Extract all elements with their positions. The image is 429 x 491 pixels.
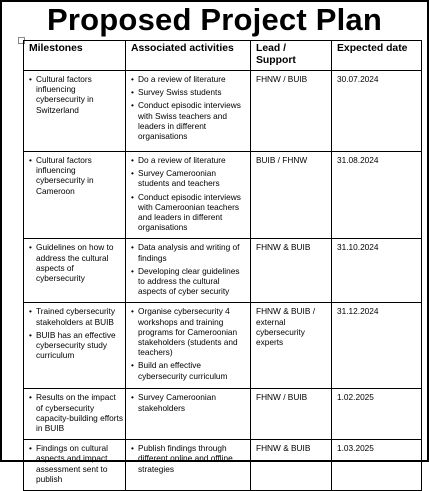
activity-item: • Conduct episodic interviews with Cameroonian teachers and leaders in different organisations bbox=[131, 192, 248, 233]
expected-date-cell: 31.10.2024 bbox=[332, 239, 422, 303]
milestones-cell bbox=[24, 303, 126, 389]
activity-item: • Survey Cameroonian stakeholders bbox=[131, 392, 248, 412]
header-activities: Associated activities bbox=[126, 41, 251, 71]
activity-item: • Organise cybersecurity 4 workshops and training programs for Cameroonian stakeholders (students and teachers) bbox=[131, 306, 248, 357]
milestone-item: • Findings on cultural aspects and impact assessment sent to publish bbox=[29, 443, 123, 484]
table-row bbox=[24, 152, 422, 239]
header-lead-support: Lead / Support bbox=[251, 41, 332, 71]
activity-item: • Publish findings through different online and offline strategies bbox=[131, 443, 248, 474]
table-row bbox=[24, 303, 422, 389]
activity-item: • Do a review of literature bbox=[131, 155, 248, 165]
page-title: Proposed Project Plan bbox=[47, 2, 382, 37]
header-milestones: Milestones bbox=[24, 41, 126, 71]
milestones-cell bbox=[24, 389, 126, 440]
expected-date-cell: 31.08.2024 bbox=[332, 152, 422, 239]
activity-item: • Survey Swiss students bbox=[131, 87, 248, 97]
lead-support-cell: FHNW & BUIB / external cybersecurity experts bbox=[251, 303, 332, 389]
activities-cell bbox=[126, 152, 251, 239]
table-row bbox=[24, 440, 422, 491]
milestones-cell bbox=[24, 440, 126, 491]
activities-cell bbox=[126, 389, 251, 440]
activity-item: • Survey Cameroonian students and teachers bbox=[131, 168, 248, 188]
milestone-item: • BUIB has an effective cybersecurity study curriculum bbox=[29, 330, 123, 361]
activity-item: • Do a review of literature bbox=[131, 74, 248, 84]
lead-support-cell: FHNW & BUIB bbox=[251, 239, 332, 303]
milestone-item: • Guidelines on how to address the cultural aspects of cybersecurity bbox=[29, 242, 123, 283]
table-header-row bbox=[24, 41, 422, 71]
milestones-cell bbox=[24, 71, 126, 152]
activities-cell bbox=[126, 303, 251, 389]
activity-item: • Data analysis and writing of findings bbox=[131, 242, 248, 262]
project-plan-table bbox=[23, 40, 422, 491]
table-row bbox=[24, 71, 422, 152]
header-expected-date: Expected date bbox=[332, 41, 422, 71]
activities-cell bbox=[126, 71, 251, 152]
milestone-item: • Trained cybersecurity stakeholders at BUIB bbox=[29, 306, 123, 326]
activity-item: • Build an effective cybersecurity curriculum bbox=[131, 360, 248, 380]
lead-support-cell: FHNW / BUIB bbox=[251, 389, 332, 440]
expected-date-cell: 30.07.2024 bbox=[332, 71, 422, 152]
lead-support-cell: FHNW / BUIB bbox=[251, 71, 332, 152]
milestone-item: • Cultural factors influencing cybersecurity in Cameroon bbox=[29, 155, 123, 196]
lead-support-cell: BUIB / FHNW bbox=[251, 152, 332, 239]
activity-item: • Conduct episodic interviews with Swiss teachers and leaders in different organisations bbox=[131, 100, 248, 141]
milestone-item: • Cultural factors influencing cybersecurity in Switzerland bbox=[29, 74, 123, 115]
table-row bbox=[24, 389, 422, 440]
milestones-cell bbox=[24, 239, 126, 303]
expected-date-cell: 1.03.2025 bbox=[332, 440, 422, 491]
activity-item: • Developing clear guidelines to address the cultural aspects of cyber security bbox=[131, 266, 248, 297]
activities-cell bbox=[126, 440, 251, 491]
expected-date-cell: 31.12.2024 bbox=[332, 303, 422, 389]
milestone-item: • Results on the impact of cybersecurity capacity-building efforts in BUIB bbox=[29, 392, 123, 433]
lead-support-cell: FHNW & BUIB bbox=[251, 440, 332, 491]
activities-cell bbox=[126, 239, 251, 303]
expected-date-cell: 1.02.2025 bbox=[332, 389, 422, 440]
milestones-cell bbox=[24, 152, 126, 239]
table-row bbox=[24, 239, 422, 303]
